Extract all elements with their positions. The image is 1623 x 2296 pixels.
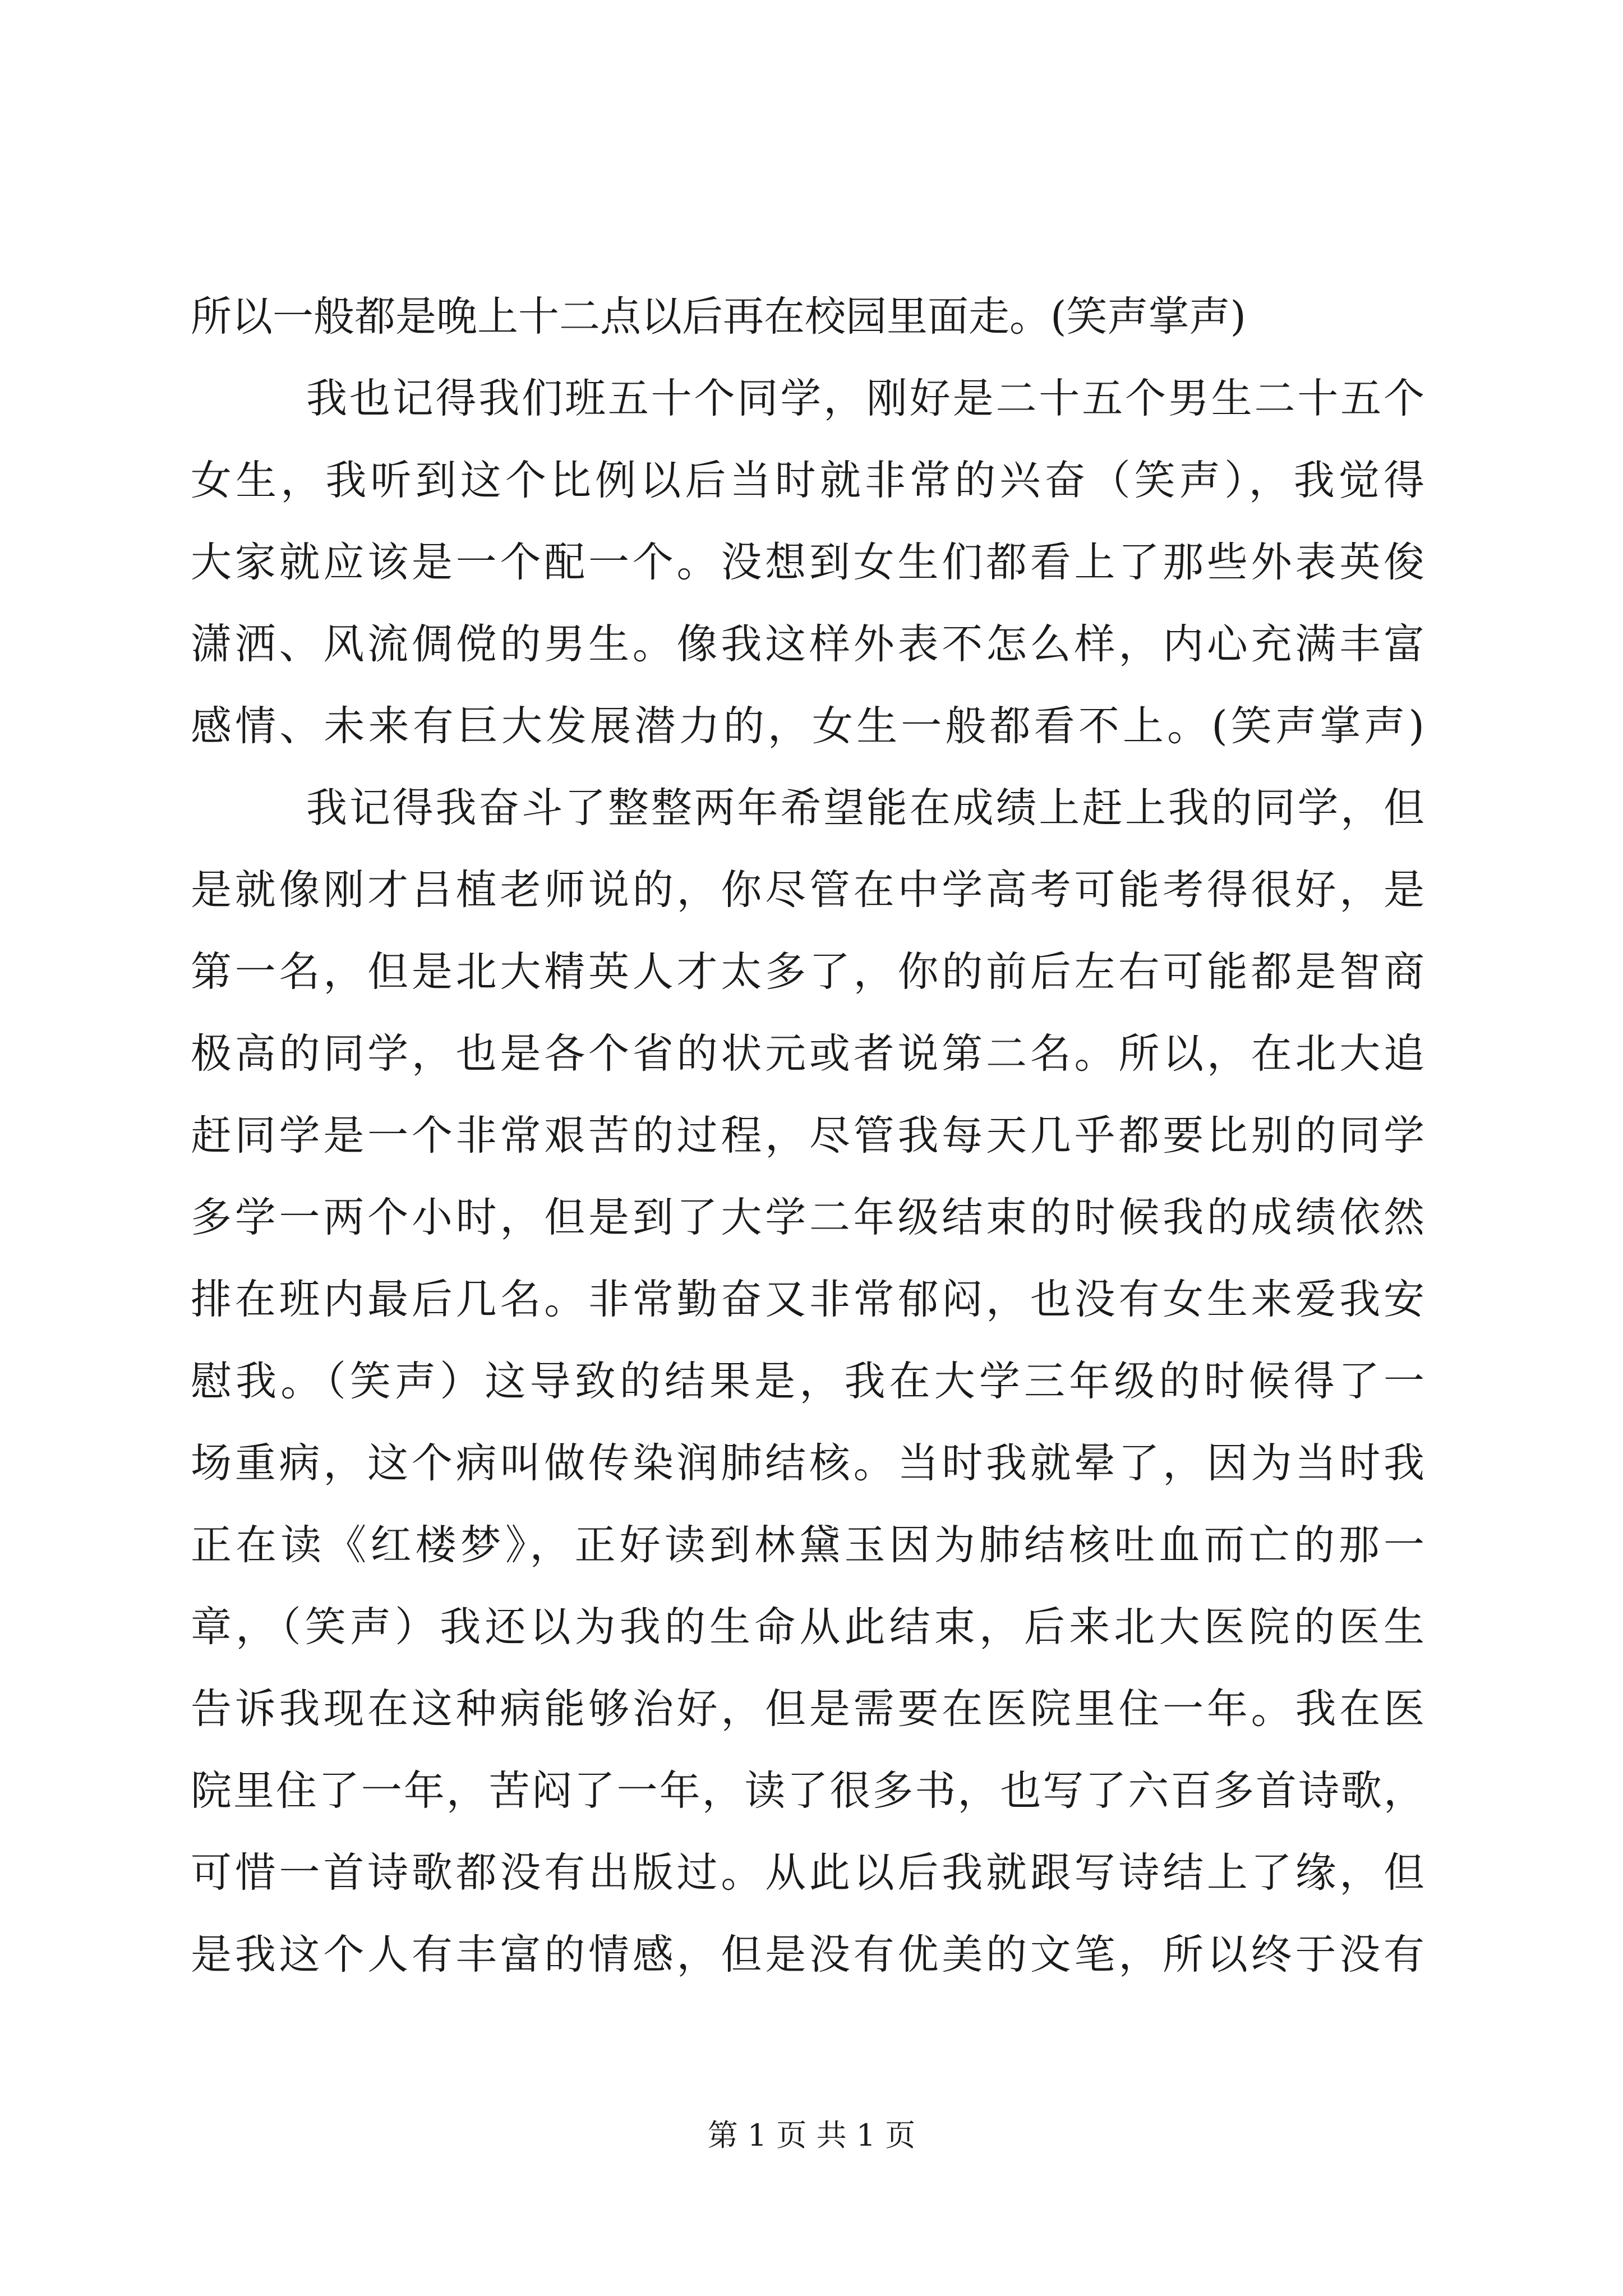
text-line: 第一名，但是北大精英人才太多了，你的前后左右可能都是智商 [191,948,1424,996]
text-line: 正在读《红楼梦》，正好读到林黛玉因为肺结核吐血而亡的那一 [191,1521,1424,1569]
text-line: 告诉我现在这种病能够治好，但是需要在医院里住一年。我在医 [191,1685,1424,1733]
text-line: 多学一两个小时，但是到了大学二年级结束的时候我的成绩依然 [191,1194,1424,1241]
text-line: 院里住了一年，苦闷了一年，读了很多书，也写了六百多首诗歌， [191,1767,1424,1815]
text-line: 极高的同学，也是各个省的状元或者说第二名。所以，在北大追 [191,1030,1424,1078]
page-footer: 第 1 页 共 1 页 [707,2118,916,2153]
text-line: 女生，我听到这个比例以后当时就非常的兴奋（笑声），我觉得 [191,457,1424,504]
text-line: 可惜一首诗歌都没有出版过。从此以后我就跟写诗结上了缘，但 [191,1849,1424,1897]
text-line: 所以一般都是晚上十二点以后再在校园里面走。(笑声掌声) [191,293,1246,341]
text-line: 是就像刚才吕植老师说的，你尽管在中学高考可能考得很好，是 [191,866,1424,914]
text-line: 我记得我奋斗了整整两年希望能在成绩上赶上我的同学，但 [306,784,1424,832]
text-line: 我也记得我们班五十个同学，刚好是二十五个男生二十五个 [306,375,1424,422]
text-line: 排在班内最后几名。非常勤奋又非常郁闷，也没有女生来爱我安 [191,1276,1424,1323]
text-line: 是我这个人有丰富的情感，但是没有优美的文笔，所以终于没有 [191,1931,1424,1978]
text-line: 潇洒、风流倜傥的男生。像我这样外表不怎么样，内心充满丰富 [191,620,1424,668]
text-line: 场重病，这个病叫做传染润肺结核。当时我就晕了，因为当时我 [191,1439,1424,1487]
text-line: 感情、未来有巨大发展潜力的，女生一般都看不上。(笑声掌声) [191,702,1424,750]
text-line: 章，（笑声）我还以为我的生命从此结束，后来北大医院的医生 [191,1603,1424,1651]
text-line: 大家就应该是一个配一个。没想到女生们都看上了那些外表英俊 [191,539,1424,586]
text-line: 赶同学是一个非常艰苦的过程，尽管我每天几乎都要比别的同学 [191,1112,1424,1159]
text-line: 慰我。（笑声）这导致的结果是，我在大学三年级的时候得了一 [191,1358,1424,1405]
